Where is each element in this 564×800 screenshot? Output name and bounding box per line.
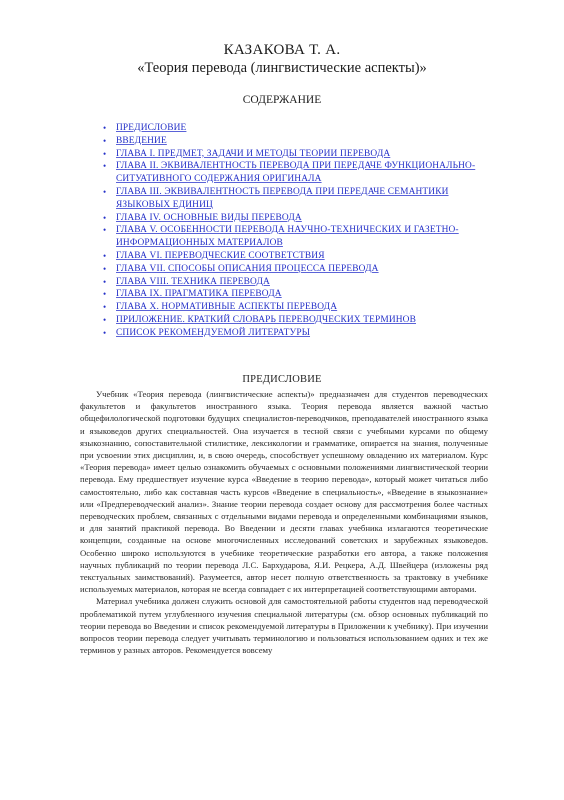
bullet-icon: • (103, 123, 107, 133)
toc-link-preface[interactable]: ПРЕДИСЛОВИЕ (116, 123, 187, 133)
bullet-icon: • (103, 314, 107, 325)
bullet-icon: • (103, 135, 107, 146)
toc-link-chapter-7[interactable]: ГЛАВА VII. СПОСОБЫ ОПИСАНИЯ ПРОЦЕССА ПЕРЕВОДА (116, 263, 379, 274)
toc-item[interactable] (103, 224, 503, 250)
toc-link-introduction[interactable]: ВВЕДЕНИЕ (116, 135, 167, 146)
toc-heading: СОДЕРЖАНИЕ (242, 94, 322, 106)
toc-link-appendix[interactable]: ПРИЛОЖЕНИЕ. КРАТКИЙ СЛОВАРЬ ПЕРЕВОДЧЕСКИХ ТЕРМИНОВ (116, 314, 416, 325)
toc-link-chapter-2[interactable]: ГЛАВА II. ЭКВИВАЛЕНТНОСТЬ ПЕРЕВОДА ПРИ ПЕРЕДАЧЕ ФУНКЦИОНАЛЬНО-СИТУАТИВНОГО СОДЕРЖАНИЯ ОРИГИНАЛА (116, 161, 476, 185)
toc-item[interactable] (103, 250, 503, 263)
author-name: КАЗАКОВА Т. А. (223, 42, 341, 58)
toc-item[interactable] (103, 314, 503, 327)
bullet-icon: • (103, 302, 107, 313)
bullet-icon: • (103, 250, 107, 261)
toc-item[interactable] (103, 288, 503, 301)
toc-item[interactable] (103, 186, 503, 212)
toc-link-chapter-8[interactable]: ГЛАВА VIII. ТЕХНИКА ПЕРЕВОДА (116, 276, 270, 287)
toc-item[interactable] (103, 148, 503, 161)
bullet-icon: • (103, 327, 107, 338)
toc-link-chapter-1[interactable]: ГЛАВА I. ПРЕДМЕТ, ЗАДАЧИ И МЕТОДЫ ТЕОРИИ ПЕРЕВОДА (116, 148, 391, 159)
bullet-icon: • (103, 263, 107, 274)
toc-item[interactable] (103, 122, 503, 135)
toc-item[interactable] (103, 301, 503, 314)
toc-item[interactable] (103, 327, 503, 340)
toc-link-chapter-3[interactable]: ГЛАВА III. ЭКВИВАЛЕНТНОСТЬ ПЕРЕВОДА ПРИ ПЕРЕДАЧЕ СЕМАНТИКИ ЯЗЫКОВЫХ ЕДИНИЦ (116, 186, 449, 210)
toc-link-chapter-10[interactable]: ГЛАВА X. НОРМАТИВНЫЕ АСПЕКТЫ ПЕРЕВОДА (116, 302, 338, 313)
toc-link-chapter-6[interactable]: ГЛАВА VI. ПЕРЕВОДЧЕСКИЕ СООТВЕТСТВИЯ (116, 250, 325, 261)
book-title: «Теория перевода (лингвистические аспекты)» (137, 60, 427, 76)
bullet-icon: • (103, 276, 107, 287)
bullet-icon: • (103, 161, 107, 172)
toc-link-chapter-4[interactable]: ГЛАВА IV. ОСНОВНЫЕ ВИДЫ ПЕРЕВОДА (116, 212, 302, 223)
toc-link-chapter-5[interactable]: ГЛАВА V. ОСОБЕННОСТИ ПЕРЕВОДА НАУЧНО-ТЕХНИЧЕСКИХ И ГАЗЕТНО-ИНФОРМАЦИОННЫХ МАТЕРИАЛОВ (116, 225, 459, 249)
toc-item[interactable] (103, 160, 503, 186)
toc-item[interactable] (103, 212, 503, 225)
toc-item[interactable] (103, 263, 503, 276)
toc-link-chapter-9[interactable]: ГЛАВА IX. ПРАГМАТИКА ПЕРЕВОДА (116, 289, 282, 300)
section-heading-preface: ПРЕДИСЛОВИЕ (242, 374, 322, 385)
bullet-icon: • (103, 289, 107, 300)
toc-item[interactable] (103, 135, 503, 148)
bullet-icon: • (103, 212, 107, 223)
toc-item[interactable] (103, 276, 503, 289)
bullet-icon: • (103, 225, 107, 236)
table-of-contents (103, 122, 503, 340)
preface-body (80, 388, 488, 656)
toc-link-bibliography[interactable]: СПИСОК РЕКОМЕНДУЕМОЙ ЛИТЕРАТУРЫ (116, 327, 311, 338)
paragraph: Учебник «Теория перевода (лингвистические аспекты)» предназначен для студентов переводческих факультетов и факультетов иностранного языка. Теория перевода является важной частью общефилологической подготовки будущих специалистов-переводчиков, преподавателей иностранного языка и языковедов других специальностей. Она изучается в тесной связи с учебными курсами по общему языкознанию, сопоставительной стилистике, лексикологии и грамматике, опирается на знания, полученные при усвоении этих дисциплин, и, в свою очередь, способствует успешному овладению их материалом. Курс «Теория перевода» имеет целью ознакомить обучаемых с основными положениями лингвистической теории перевода. Ему предшествует изучение курса «Введение в теорию перевода», который может читаться либо самостоятельно, либо как составная часть курсов «Введение в специальность», «Введение в языкознание» или «Предпереводческий анализ». Знание теории перевода создает основу для рассмотрения более частных переводческих проблем, связанных с отдельными видами перевода и определенными комбинациями языков, и для занятий практикой перевода. Во Введении и десяти главах учебника излагаются теоретические концепции, созданные на основе многочисленных исследований советских и зарубежных языковедов. Особенно широко используются в учебнике теоретические разработки его автора, а также положения научных публикаций по теории перевода Л.С. Бархударова, Я.И. Рецкера, А.Д. Швейцера (изложены ряд текстуальных заимствований). Разумеется, автор несет полную ответственность за трактовку в учебнике используемых материалов, которая не всегда совпадает с их интерпретацией соответствующими авторами. (80, 389, 488, 595)
paragraph: Материал учебника должен служить основой для самостоятельной работы студентов над переводческой проблематикой путем углубленного изучения специальной литературы (см. обзор основных публикаций по теории перевода во Введении и список рекомендуемой литературы в Приложении к учебнику). При изучении вопросов теории перевода следует учитывать терминологию и пользоваться использованием одних и тех же терминов у разных авторов. Рекомендуется вовсему (80, 596, 488, 656)
bullet-icon: • (103, 148, 107, 159)
bullet-icon: • (103, 186, 107, 197)
